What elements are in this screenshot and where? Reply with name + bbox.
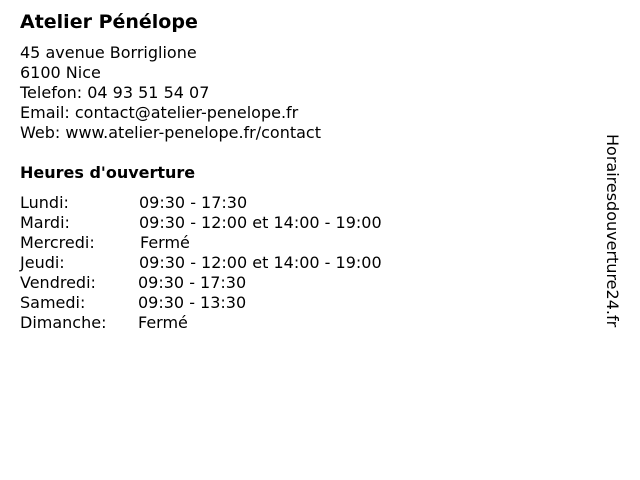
address-city: 6100 Nice xyxy=(20,63,101,82)
day-hours: 09:30 - 17:30 xyxy=(138,273,247,292)
email-line: Email: contact@atelier-penelope.fr xyxy=(20,103,299,122)
business-name: Atelier Pénélope xyxy=(20,11,198,33)
day-hours: 09:30 - 12:00 et 14:00 - 19:00 xyxy=(139,213,382,232)
site-watermark: Horairesdouverture24.fr xyxy=(603,134,622,328)
web-line: Web: www.atelier-penelope.fr/contact xyxy=(20,123,321,142)
day-label: Dimanche: xyxy=(20,313,107,332)
day-hours: Fermé xyxy=(138,313,188,332)
day-hours: 09:30 - 12:00 et 14:00 - 19:00 xyxy=(139,253,382,272)
contact-block xyxy=(20,43,321,143)
address-street: 45 avenue Borriglione xyxy=(20,43,197,62)
day-label: Mardi: xyxy=(20,213,70,232)
day-label: Lundi: xyxy=(20,193,69,212)
day-hours: Fermé xyxy=(140,233,190,252)
phone-line: Telefon: 04 93 51 54 07 xyxy=(20,83,210,102)
day-label: Jeudi: xyxy=(20,253,65,272)
day-label: Mercredi: xyxy=(20,233,95,252)
day-hours: 09:30 - 13:30 xyxy=(138,293,247,312)
hours-heading: Heures d'ouverture xyxy=(20,163,196,182)
day-label: Samedi: xyxy=(20,293,86,312)
day-hours: 09:30 - 17:30 xyxy=(139,193,248,212)
day-label: Vendredi: xyxy=(20,273,96,292)
